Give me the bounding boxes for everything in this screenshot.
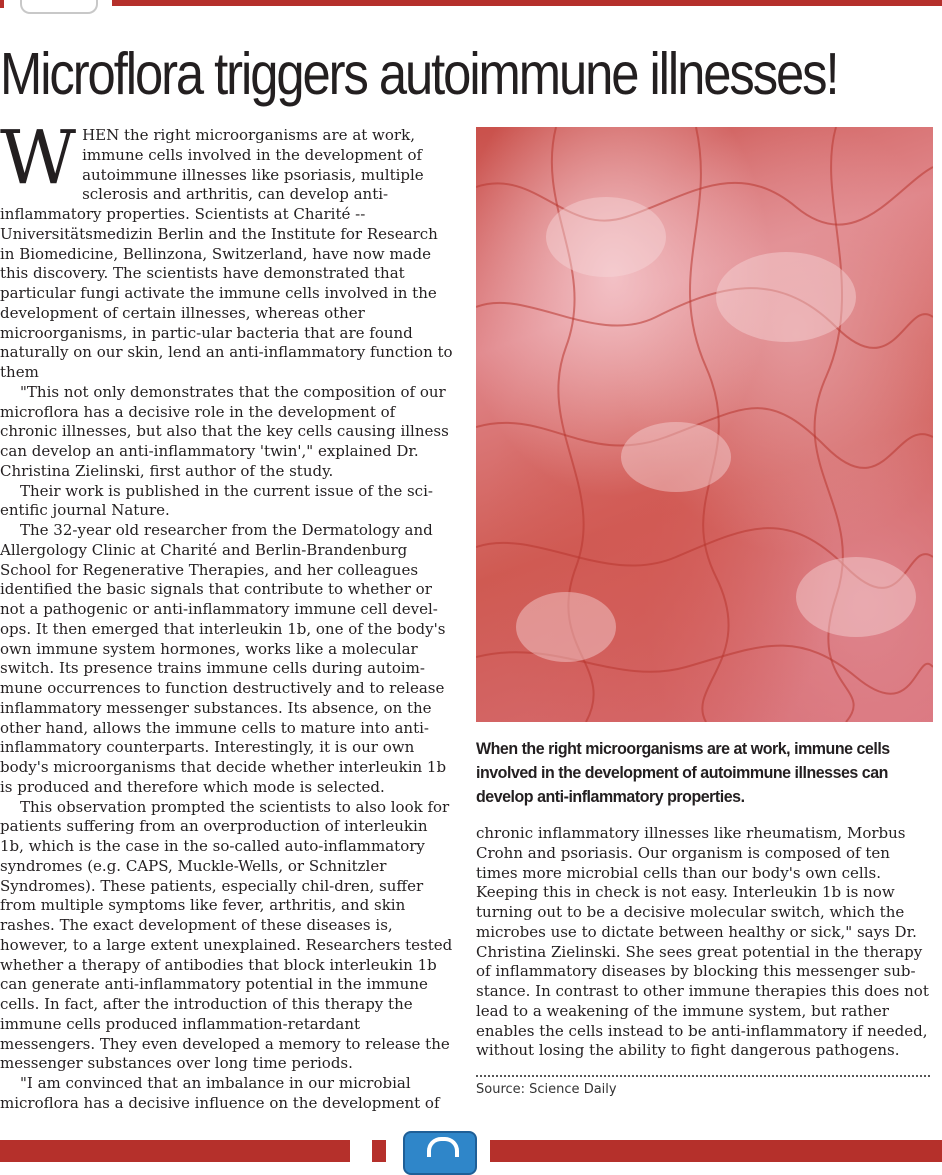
publication-logo-icon	[20, 0, 98, 14]
footer-bar-middle	[372, 1140, 386, 1162]
top-accent-bar	[112, 0, 942, 6]
paragraph-text: HEN the right microorganisms are at work, immune cells involved in the development of autoimmune illnesses like psoriasis, multiple sclerosis and arthritis, can develop anti-inflammatory properties. Scientists at Charité -- Universitätsmedizin Berlin and the Institute for Research in Biomedicine, Bellinzona, Switzerland, have now made this discovery. The scientists have demonstrated that particular fungi activate the immune cells involved in the development of certain illnesses, whereas other microorganisms, in partic-ular bacteria that are found naturally on our skin, lend an anti-inflammatory function to them	[0, 126, 453, 381]
article-column-right	[476, 824, 936, 1061]
footer-bar-right	[490, 1140, 942, 1162]
article-column-left	[0, 115, 455, 1114]
article-paragraph: "This not only demonstrates that the composition of our microflora has a decisive role in the development of chronic illnesses, but also that the key cells causing illness can develop an anti-inflammatory 'twin'," explained Dr. Christina Zielinski, first author of the study.	[0, 382, 449, 480]
article-paragraph: This observation prompted the scientists to also look for patients suffering from an overproduction of interleukin 1b, which is the case in the so-called auto-inflammatory syndromes (e.g. CAPS, Muckle-Wells, or Schnitzler Syndromes). These patients, especially chil-dren, suffer from multiple symptoms like fever, arthritis, and skin rashes. The exact development of these diseases is, however, to a large extent unexplained. Researchers tested whether a therapy of antibodies that block interleukin 1b can generate anti-inflammatory potential in the immune cells. In fact, after the introduction of this therapy the immune cells produced inflammation-retardant messengers. They even developed a memory to release the messenger substances over long time periods.	[0, 797, 453, 1073]
photo-texture	[476, 127, 933, 722]
badge-glyph	[427, 1137, 459, 1157]
article-paragraph: Their work is published in the current issue of the sci-entific journal Nature.	[0, 481, 433, 520]
photo-caption: When the right microorganisms are at work, immune cells involved in the development of autoimmune illnesses can develop anti-inflammatory properties.	[476, 739, 890, 806]
top-accent-bar-left	[0, 0, 4, 8]
footer-bar-left	[0, 1140, 350, 1162]
page-number-badge-icon	[403, 1131, 477, 1175]
article-headline: Microflora triggers autoimmune illnesses!	[0, 41, 838, 107]
article-source: Source: Science Daily	[476, 1082, 617, 1097]
drop-cap: W	[0, 115, 77, 201]
article-paragraph	[0, 115, 455, 383]
article-paragraph: "I am convinced that an imbalance in our microbial microflora has a decisive influence on the development of	[0, 1074, 440, 1112]
article-paragraph: chronic inflammatory illnesses like rheumatism, Morbus Crohn and psoriasis. Our organism is composed of ten times more microbial cells than our body's own cells. Keeping this in check is not easy. Interleukin 1b is now turning out to be a decisive molecular switch, which the microbes use to dictate between healthy or sick," says Dr. Christina Zielinski. She sees great potential in the therapy of inflammatory diseases by blocking this messenger sub-stance. In contrast to other immune therapies this does not lead to a weakening of the immune system, but rather enables the cells instead to be anti-inflammatory if needed, without losing the ability to fight dangerous pathogens.	[476, 824, 929, 1060]
skin-microscopy-photo	[476, 127, 933, 722]
source-divider	[476, 1075, 930, 1077]
article-paragraph: The 32-year old researcher from the Dermatology and Allergology Clinic at Charité and Berlin-Brandenburg School for Regenerative Therapies, and her colleagues identified the basic signals that contribute to whether or not a pathogenic or anti-inflammatory immune cell devel-ops. It then emerged that interleukin 1b, one of the body's own immune system hormones, works like a molecular switch. Its presence trains immune cells during autoim-mune occurrences to function destructively and to release inflammatory messenger substances. Its absence, on the other hand, allows the immune cells to mature into anti-inflammatory counterparts. Interestingly, it is our own body's microorganisms that decide whether interleukin 1b is produced and therefore which mode is selected.	[0, 521, 447, 796]
